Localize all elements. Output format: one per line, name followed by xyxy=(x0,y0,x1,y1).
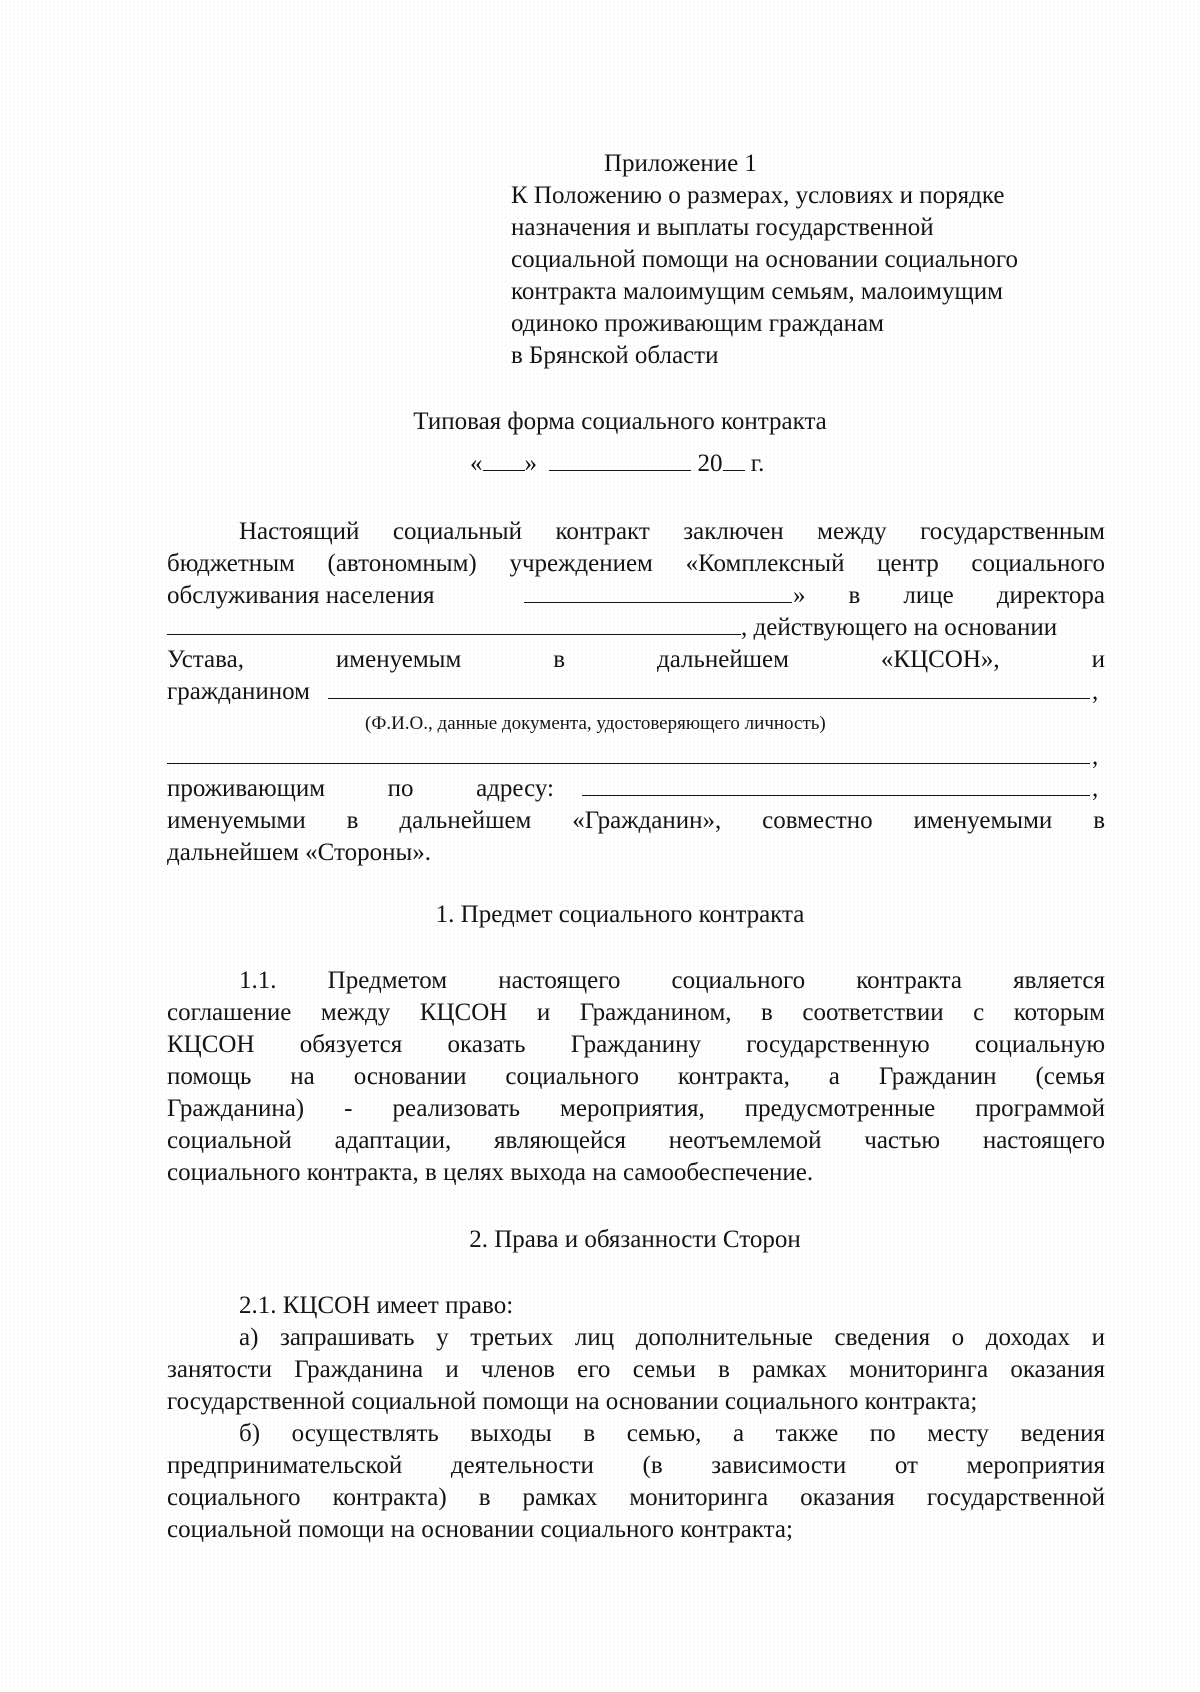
year-suffix: г. xyxy=(750,450,765,477)
paragraph-line: помощь на основании социального контракта, а Гражданин (семья xyxy=(167,1063,1105,1090)
preamble-line: Устава, именуемым в дальнейшем «КЦСОН», и xyxy=(167,646,1105,673)
month-blank xyxy=(549,448,691,471)
preamble-comma: , xyxy=(1092,743,1099,770)
paragraph-line: а) запрашивать у третьих лиц дополнительные сведения о доходах и xyxy=(239,1324,1105,1351)
paragraph-line: Гражданина) - реализовать мероприятия, предусмотренные программой xyxy=(167,1095,1105,1122)
paragraph-line: социальной адаптации, являющейся неотъемлемой частью настоящего xyxy=(167,1127,1105,1154)
paragraph-line: КЦСОН обязуется оказать Гражданину государственную социальную xyxy=(167,1031,1105,1058)
paragraph-line: социального контракта, в целях выхода на самообеспечение. xyxy=(167,1159,814,1186)
preamble-line-left: гражданином xyxy=(167,678,310,705)
paragraph-line: социального контракта) в рамках мониторинга оказания государственной xyxy=(167,1484,1105,1511)
year-prefix: 20 xyxy=(697,450,723,477)
year-blank xyxy=(723,448,745,471)
address-blank xyxy=(582,773,1090,796)
center-name-blank xyxy=(524,580,792,603)
reference-line: в Брянской области xyxy=(511,342,719,369)
paragraph-line: соглашение между КЦСОН и Гражданином, в соответствии с которым xyxy=(167,999,1105,1026)
form-title: Типовая форма социального контракта xyxy=(413,408,827,435)
date-close-quote: » xyxy=(524,450,537,477)
paragraph-line: б) осуществлять выходы в семью, а также по месту ведения xyxy=(239,1420,1105,1447)
preamble-line-right: » в лице директора xyxy=(793,582,1105,609)
day-blank xyxy=(483,448,525,471)
reference-line: назначения и выплаты государственной xyxy=(511,214,934,241)
preamble-line: дальнейшем «Стороны». xyxy=(167,839,432,866)
preamble-comma: , xyxy=(1092,775,1099,802)
paragraph-line: государственной социальной помощи на основании социального контракта; xyxy=(167,1388,978,1415)
preamble-comma: , xyxy=(1092,678,1099,705)
preamble-line: именуемыми в дальнейшем «Гражданин», совместно именуемыми в xyxy=(167,807,1105,834)
preamble-line-left: обслуживания населения xyxy=(167,582,435,609)
contract-date-line xyxy=(470,448,764,480)
preamble-line-right: , действующего на основании xyxy=(741,614,1058,641)
paragraph-line: 1.1. Предметом настоящего социального контракта является xyxy=(239,967,1105,994)
identity-document-blank xyxy=(167,741,1090,764)
paragraph-line: социальной помощи на основании социального контракта; xyxy=(167,1516,793,1543)
reference-line: одиноко проживающим гражданам xyxy=(511,310,884,337)
section-heading: 2. Права и обязанности Сторон xyxy=(469,1226,801,1253)
reference-line: контракта малоимущим семьям, малоимущим xyxy=(511,278,1003,305)
director-name-blank xyxy=(167,612,741,635)
clause-title: 2.1. КЦСОН имеет право: xyxy=(239,1292,514,1319)
preamble-line: Настоящий социальный контракт заключен между государственным xyxy=(239,518,1105,545)
appendix-label: Приложение 1 xyxy=(604,150,757,177)
date-open-quote: « xyxy=(470,450,483,477)
preamble-line: бюджетным (автономным) учреждением «Комплексный центр социального xyxy=(167,550,1105,577)
citizen-name-blank xyxy=(328,676,1090,699)
field-hint: (Ф.И.О., данные документа, удостоверяющего личность) xyxy=(365,713,826,734)
paragraph-line: предпринимательской деятельности (в зависимости от мероприятия xyxy=(167,1452,1105,1479)
section-heading: 1. Предмет социального контракта xyxy=(435,901,805,928)
paragraph-line: занятости Гражданина и членов его семьи в рамках мониторинга оказания xyxy=(167,1356,1105,1383)
reference-line: социальной помощи на основании социального xyxy=(511,246,1018,273)
preamble-line-left: проживающим по адресу: xyxy=(167,775,554,802)
reference-line: К Положению о размерах, условиях и порядке xyxy=(511,182,1005,209)
